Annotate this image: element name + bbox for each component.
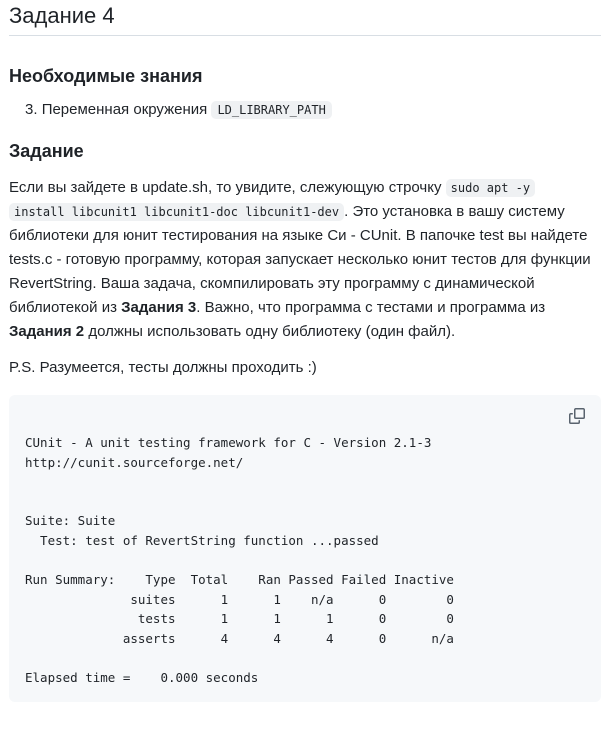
copy-icon [569, 408, 585, 424]
task-paragraph [9, 176, 601, 344]
bold-text: Задания 3 [121, 299, 197, 316]
task-heading: Задание [9, 141, 84, 161]
needed-knowledge-list [9, 100, 601, 120]
bold-text: Задания 2 [9, 323, 85, 340]
code-output: CUnit - A unit testing framework for C - Version 2.1-3 http://cunit.sourceforge.net/ Suite: Suite Test: test of RevertString function ...passed Run Summary: Type Total Ran Passed Failed Inactive suites 1 1 n/a 0 0 tests 1 1 1 0 0 asserts 4 4 4 0 n/a Elapsed time = 0.000 seconds [25, 435, 454, 686]
paragraph-text: . Это установка в вашу систему библиотеки для юнит тестирования на языке Си - CUnit. В папочке test вы найдете tests.c - готовую программу, которая запускает несколько юнит тестов для функции RevertString. Ваша задача, скомпилировать эту программу с динамической библиотекой из [9, 203, 591, 316]
inline-code: LD_LIBRARY_PATH [211, 101, 331, 119]
paragraph-text: Если вы зайдете в update.sh, то увидите, слежующую строчку [9, 179, 446, 196]
code-block [9, 395, 601, 702]
needed-knowledge-heading: Необходимые знания [9, 66, 203, 86]
inline-code: install libcunit1 libcunit1-doc libcunit1-dev [9, 203, 344, 221]
inline-code: sudo apt -y [446, 179, 535, 197]
copy-button[interactable] [567, 406, 587, 426]
paragraph-text: должны использовать одну библиотеку (один файл). [84, 323, 456, 340]
list-item-number: 3. [25, 101, 38, 118]
list-item [25, 100, 601, 120]
ps-note: P.S. Разумеется, тесты должны проходить :) [9, 359, 317, 376]
paragraph-text: . Важно, что программа с тестами и программа из [196, 299, 546, 316]
page-title: Задание 4 [9, 0, 601, 36]
list-item-text: Переменная окружения [41, 101, 208, 118]
